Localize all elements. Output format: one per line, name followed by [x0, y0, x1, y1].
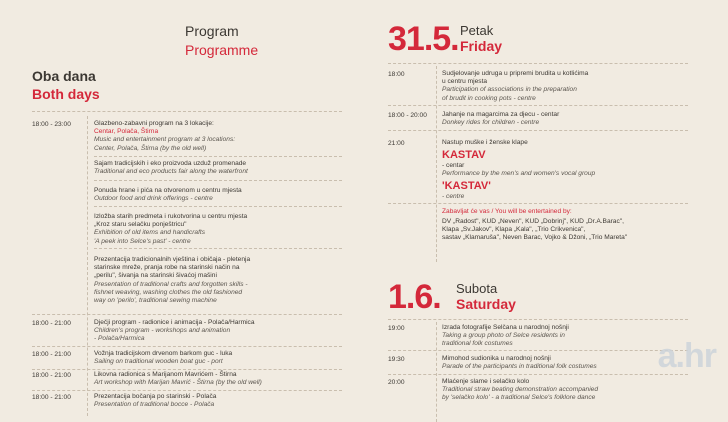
list-item: Izrada fotografije Selčana u narodnoj nošnji Taking a group photo of Selce residents in traditional folk costumes — [442, 324, 569, 348]
list-item: Likovna radionica s Marijanom Mavrićem - Štirna Art workshop with Marijan Mavrić - Štirna (by the old well) — [94, 371, 262, 387]
program-subtitle: Programme — [185, 42, 259, 58]
list-item: Glazbeno-zabavni program na 3 lokacije: Centar, Polača, Štirna Music and entertainment program at 3 locations: Center, Polača, Štirna (by the old well) — [94, 120, 236, 152]
divider — [388, 350, 688, 351]
list-item: Jahanje na magarcima za djecu - centar Donkey rides for children - centre — [442, 111, 560, 127]
klapa-name: KASTAV — [442, 149, 486, 161]
list-item: Ponuda hrane i pića na otvorenom u centru mjesta Outdoor food and drink offerings - centre — [94, 187, 242, 203]
time-label: 19:30 — [388, 356, 405, 363]
performance-text: Performance by the men's and women's vocal group — [442, 170, 596, 177]
time-label: 18:00 - 23:00 — [32, 121, 71, 128]
list-item: Dječji program - radionice i animacija - Polača/Harmica Children's program - workshops and animation - Polača/Harmica — [94, 319, 255, 343]
entertain-title: Zabavljat će vas / You will be entertained by: — [442, 208, 572, 215]
both-days-title: Oba dana — [32, 68, 96, 84]
time-label: 18:00 - 20:00 — [388, 112, 427, 119]
divider — [32, 346, 342, 347]
both-days-subtitle: Both days — [32, 86, 100, 102]
friday-day: Petak — [460, 23, 494, 38]
time-label: 18:00 - 21:00 — [32, 394, 71, 401]
watermark-logo: a.hr — [657, 337, 716, 375]
klapa-location-en: - centre — [442, 193, 465, 200]
column-divider — [436, 322, 437, 422]
friday-date: 31.5. — [388, 20, 459, 58]
list-item: DV „Radost", KUD „Neven", KUD „Dobrinj", KUD „Dr.A.Barac", Klapa „Sv.Jakov", Klapa „Kala", „Trio Crikvenica", sastav „Klamaruša", Neven Barac, Vojko & Džoni, „Trio Mareta" — [442, 218, 628, 242]
divider — [32, 390, 342, 391]
klapa-location: - centar — [442, 162, 465, 169]
list-item: Vožnja tradicijskom drvenom barkom guc - luka Sailing on traditional wooden boat guc - port — [94, 350, 233, 366]
divider — [388, 374, 688, 375]
list-item: Izložba starih predmeta i rukotvorina u centru mjesta „Kroz staru selačku ponještricu" Exhibition of old items and handicrafts 'A peek into Selce's past' - centre — [94, 213, 248, 245]
time-label: 18:00 - 21:00 — [32, 372, 71, 379]
divider — [32, 111, 342, 112]
divider — [388, 105, 688, 106]
saturday-day: Subota — [456, 281, 498, 296]
time-label: 20:00 — [388, 379, 405, 386]
divider — [94, 206, 342, 207]
saturday-day-en: Saturday — [456, 296, 516, 312]
program-title: Program — [185, 23, 239, 39]
list-item: Nastup muške i ženske klape — [442, 139, 528, 146]
divider — [32, 369, 342, 370]
list-item: Mimohod sudionika u narodnoj nošnji Parade of the participants in traditional folk costumes — [442, 355, 597, 371]
time-label: 18:00 — [388, 71, 405, 78]
time-label: 19:00 — [388, 325, 405, 332]
divider — [94, 248, 342, 249]
divider — [388, 319, 688, 320]
time-label: 18:00 - 21:00 — [32, 351, 71, 358]
saturday-date: 1.6. — [388, 278, 441, 316]
divider — [388, 63, 688, 64]
klapa-name-en: 'KASTAV' — [442, 180, 491, 192]
column-divider — [87, 116, 88, 416]
time-label: 18:00 - 21:00 — [32, 320, 71, 327]
divider — [32, 314, 342, 315]
divider — [388, 130, 688, 131]
list-item: Sajam tradicijskih i eko proizvoda uzduž promenade Traditional and eco products fair along the waterfront — [94, 160, 248, 176]
column-divider — [436, 66, 437, 262]
list-item: Prezentacija tradicionalnih vještina i običaja - pletenja starinske mreže, pranja robe na starinski način na „perilu", šivanja na starinski šivaćoj mašini Presentation of traditional crafts and forgotten skills - fishnet weaving, washing clothes the old fashioned way on 'perilo', traditional sewing machine — [94, 256, 251, 305]
list-item: Sudjelovanje udruga u pripremi brudita u kotlićima u centru mjesta Participation of associations in the preparation of brudit in cooking pots - centre — [442, 70, 589, 102]
time-label: 21:00 — [388, 140, 405, 147]
friday-day-en: Friday — [460, 38, 503, 54]
divider — [94, 156, 342, 157]
list-item: Prezentacija bočanja po starinski - Polača Presentation of traditional bocce - Polača — [94, 393, 217, 409]
divider — [94, 180, 342, 181]
divider — [388, 203, 688, 204]
list-item: Mlaćenje slame i selačko kolo Traditional straw beating demonstration accompanied by 'selačko kolo' - a traditional Selce's folklore dance — [442, 378, 599, 402]
